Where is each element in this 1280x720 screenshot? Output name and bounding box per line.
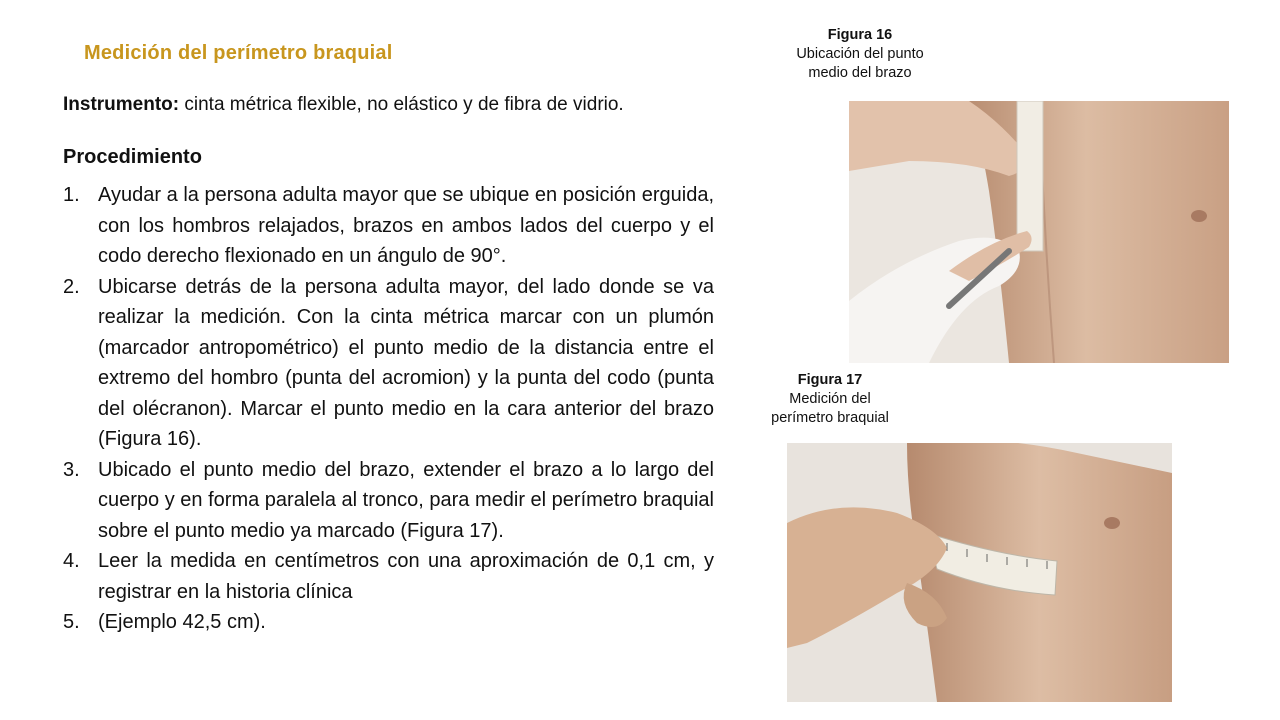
list-item bbox=[63, 180, 714, 272]
list-item bbox=[63, 455, 714, 547]
figure17-label: Figura 17 bbox=[797, 372, 863, 388]
figure17-caption-line2: perímetro braquial bbox=[771, 410, 889, 426]
step-text: (Ejemplo 42,5 cm). bbox=[98, 611, 266, 633]
figure17-caption bbox=[728, 371, 932, 428]
step-text: Ubicarse detrás de la persona adulta mayor, del lado donde se va realizar la medición. Con la cinta métrica marcar con un plumón (marcador antropométrico) el punto medio de la distancia entre el extremo del hombro (punta del acromion) y la punta del codo (punta del olécranon). Marcar el punto medio en la cara anterior del brazo (Figura 16). bbox=[98, 275, 714, 450]
figure17-photo bbox=[787, 443, 1172, 702]
step-number: 5. bbox=[63, 611, 80, 633]
figure16-label: Figura 16 bbox=[827, 27, 893, 43]
arm-measurement-illustration bbox=[787, 443, 1172, 702]
figure16-caption bbox=[760, 26, 960, 83]
step-text: Ayudar a la persona adulta mayor que se ubique en posición erguida, con los hombros relajados, brazos en ambos lados del cuerpo y el codo derecho flexionado en un ángulo de 90°. bbox=[98, 184, 714, 267]
procedure-steps bbox=[63, 180, 714, 638]
procedure-heading: Procedimiento bbox=[63, 146, 202, 168]
instrument-text: cinta métrica flexible, no elástico y de fibra de vidrio. bbox=[179, 94, 624, 115]
arm-marking-illustration bbox=[849, 101, 1229, 363]
step-number: 1. bbox=[63, 184, 80, 206]
figure16-photo bbox=[849, 101, 1229, 363]
step-number: 4. bbox=[63, 550, 80, 572]
page-title: Medición del perímetro braquial bbox=[84, 42, 393, 64]
list-item bbox=[63, 546, 714, 607]
step-text: Ubicado el punto medio del brazo, extender el brazo a lo largo del cuerpo y en forma paralela al tronco, para medir el perímetro braquial sobre el punto medio ya marcado (Figura 17). bbox=[98, 458, 714, 542]
step-number: 2. bbox=[63, 275, 80, 298]
instrument-line bbox=[63, 94, 624, 116]
instrument-label: Instrumento: bbox=[63, 94, 180, 115]
figure16-caption-line1: Ubicación del punto bbox=[796, 46, 924, 62]
step-number: 3. bbox=[63, 458, 80, 481]
figure16-caption-line2: medio del brazo bbox=[808, 65, 912, 81]
figure17-caption-line1: Medición del bbox=[789, 391, 871, 407]
step-text: Leer la medida en centímetros con una aproximación de 0,1 cm, y registrar en la historia clínica bbox=[98, 550, 714, 603]
list-item bbox=[63, 607, 714, 638]
list-item bbox=[63, 272, 714, 455]
